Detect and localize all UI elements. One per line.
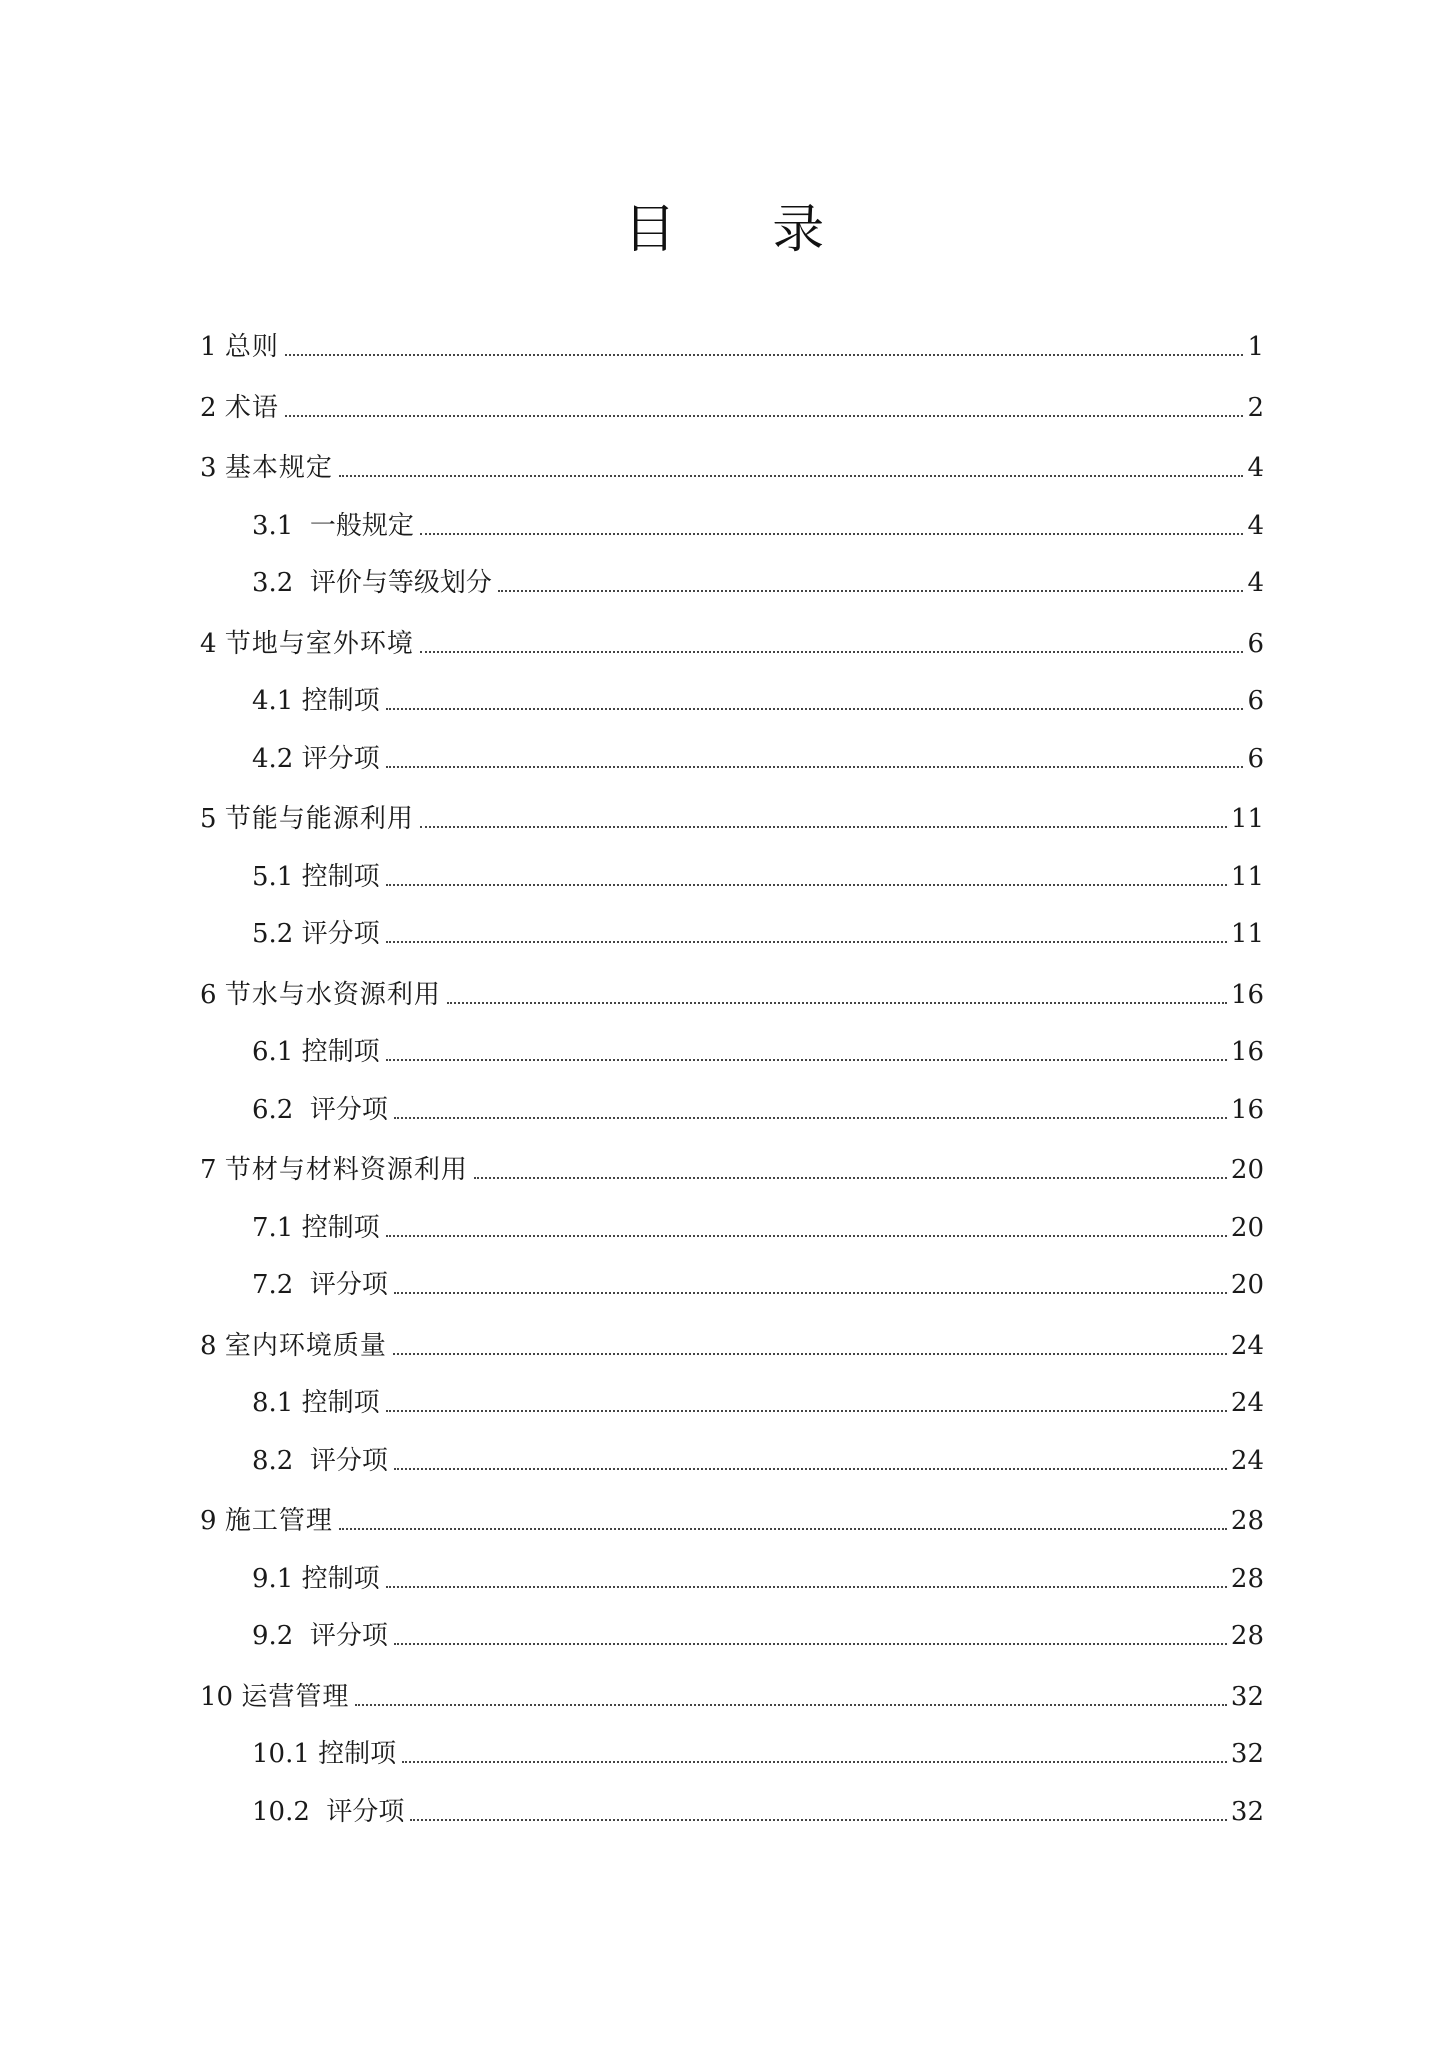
toc-entry[interactable]: [252, 911, 1264, 951]
toc-page-number: 32: [1230, 1682, 1264, 1712]
toc-page-number: 32: [1230, 1739, 1264, 1769]
toc-page-number: 1: [1247, 332, 1264, 362]
dot-leader: [420, 650, 1244, 653]
toc-page-number: 4: [1247, 511, 1264, 541]
toc-entry-number: 8: [200, 1331, 225, 1361]
toc-entry-title: 评分项: [326, 1797, 405, 1827]
dot-leader: [474, 1176, 1227, 1179]
toc-entry-number: 7.2: [252, 1270, 310, 1300]
toc-entry[interactable]: [252, 1205, 1264, 1245]
toc-entry-number: 10.1: [252, 1739, 319, 1769]
dot-leader: [393, 1352, 1227, 1355]
toc-page-number: 6: [1247, 744, 1264, 774]
toc-entry-title: 节材与材料资源利用: [224, 1155, 468, 1185]
toc-page-number: 20: [1230, 1213, 1264, 1243]
toc-page-number: 6: [1247, 686, 1264, 716]
toc-entry-title: 控制项: [301, 1564, 380, 1594]
toc-entry-number: 7: [200, 1155, 225, 1185]
toc-entry-title: 评分项: [309, 1446, 388, 1476]
toc-page-number: 4: [1247, 568, 1264, 598]
toc-page-number: 28: [1230, 1506, 1264, 1536]
toc-page-number: 16: [1230, 1095, 1264, 1125]
toc-entry[interactable]: [252, 1029, 1264, 1069]
toc-entry-number: 9.2: [252, 1621, 310, 1651]
toc-entry-title: 控制项: [301, 862, 380, 892]
toc-entry-number: 3.2: [252, 568, 310, 598]
toc-entry[interactable]: [252, 854, 1264, 894]
toc-entry-title: 基本规定: [224, 453, 333, 483]
toc-entry[interactable]: [252, 560, 1264, 600]
dot-leader: [420, 532, 1244, 535]
toc-page-number: 4: [1247, 453, 1264, 483]
toc-entry-title: 室内环境质量: [224, 1331, 387, 1361]
toc-entry[interactable]: [200, 621, 1264, 661]
toc-page-number: 28: [1230, 1621, 1264, 1651]
toc-entry-title: 运营管理: [241, 1682, 350, 1712]
toc-entry[interactable]: [252, 1438, 1264, 1478]
toc-entry-title: 控制项: [318, 1739, 397, 1769]
dot-leader: [355, 1703, 1227, 1706]
toc-entry-number: 9: [200, 1506, 225, 1536]
dot-leader: [402, 1760, 1227, 1763]
toc-entry[interactable]: [252, 736, 1264, 776]
dot-leader: [447, 1001, 1227, 1004]
toc-entry[interactable]: [200, 385, 1264, 425]
toc-entry-number: 4.2: [252, 744, 302, 774]
toc-page-number: 11: [1230, 862, 1264, 892]
toc-entry[interactable]: [200, 1323, 1264, 1363]
toc-page-number: 11: [1230, 919, 1264, 949]
toc-entry-title: 总则: [224, 332, 279, 362]
toc-entry-number: 8.2: [252, 1446, 310, 1476]
dot-leader: [386, 1409, 1227, 1412]
toc-entry[interactable]: [252, 1556, 1264, 1596]
toc-entry-title: 评价与等级划分: [309, 568, 492, 598]
toc-entry-title: 节能与能源利用: [224, 804, 414, 834]
toc-entry[interactable]: [200, 324, 1264, 364]
toc-entry-title: 节地与室外环境: [224, 629, 414, 659]
toc-entry-number: 10: [200, 1682, 242, 1712]
toc-entry[interactable]: [252, 1087, 1264, 1127]
dot-leader: [394, 1467, 1227, 1470]
toc-entry-title: 控制项: [301, 1213, 380, 1243]
toc-entry-title: 评分项: [301, 919, 380, 949]
dot-leader: [410, 1818, 1226, 1821]
page-title: 目 录: [623, 200, 865, 260]
toc-entry[interactable]: [200, 1498, 1264, 1538]
toc-entry-title: 一般规定: [309, 511, 414, 541]
dot-leader: [394, 1291, 1227, 1294]
dot-leader: [386, 883, 1227, 886]
toc-page-number: 20: [1230, 1270, 1264, 1300]
toc-page-number: 24: [1230, 1331, 1264, 1361]
toc-entry-number: 5.2: [252, 919, 302, 949]
toc-page-number: 16: [1230, 1037, 1264, 1067]
toc-entry-number: 4.1: [252, 686, 302, 716]
toc-entry-title: 节水与水资源利用: [224, 980, 441, 1010]
dot-leader: [386, 765, 1244, 768]
toc-entry-number: 4: [200, 629, 225, 659]
toc-entry-number: 6.1: [252, 1037, 302, 1067]
toc-entry-title: 评分项: [309, 1621, 388, 1651]
toc-entry-title: 施工管理: [224, 1506, 333, 1536]
dot-leader: [386, 940, 1227, 943]
toc-entry-title: 控制项: [301, 1388, 380, 1418]
dot-leader: [386, 1058, 1227, 1061]
toc-entry-title: 评分项: [309, 1095, 388, 1125]
toc-entry-number: 6.2: [252, 1095, 310, 1125]
dot-leader: [420, 825, 1227, 828]
toc-page-number: 6: [1247, 629, 1264, 659]
toc-entry[interactable]: [200, 1674, 1264, 1714]
toc-entry[interactable]: [252, 1262, 1264, 1302]
toc-entry[interactable]: [200, 445, 1264, 485]
dot-leader: [394, 1116, 1227, 1119]
toc-entry-number: 8.1: [252, 1388, 302, 1418]
dot-leader: [498, 589, 1244, 592]
toc-entry-title: 术语: [224, 393, 279, 423]
dot-leader: [394, 1642, 1227, 1645]
toc-entry-number: 9.1: [252, 1564, 302, 1594]
toc-entry[interactable]: [200, 1147, 1264, 1187]
toc-entry[interactable]: [200, 796, 1264, 836]
toc-page-number: 24: [1230, 1446, 1264, 1476]
dot-leader: [386, 707, 1244, 710]
toc-entry-title: 控制项: [301, 686, 380, 716]
toc-entry-number: 6: [200, 980, 225, 1010]
toc-entry[interactable]: [252, 1731, 1264, 1771]
toc-page-number: 11: [1230, 804, 1264, 834]
toc-entry-number: 5: [200, 804, 225, 834]
dot-leader: [386, 1234, 1227, 1237]
toc-entry-number: 2: [200, 393, 225, 423]
toc-page-number: 16: [1230, 980, 1264, 1010]
dot-leader: [386, 1585, 1227, 1588]
toc-page-number: 32: [1230, 1797, 1264, 1827]
toc-entry-number: 1: [200, 332, 225, 362]
dot-leader: [285, 414, 1244, 417]
toc-page-number: 28: [1230, 1564, 1264, 1594]
toc-entry[interactable]: [200, 972, 1264, 1012]
toc-entry[interactable]: [252, 1380, 1264, 1420]
dot-leader: [285, 353, 1244, 356]
toc-entry-title: 评分项: [309, 1270, 388, 1300]
toc-entry-number: 5.1: [252, 862, 302, 892]
toc-entry-number: 7.1: [252, 1213, 302, 1243]
toc-entry-title: 评分项: [301, 744, 380, 774]
toc-page-number: 24: [1230, 1388, 1264, 1418]
toc-entry[interactable]: [252, 1613, 1264, 1653]
toc-entry[interactable]: [252, 503, 1264, 543]
dot-leader: [339, 1527, 1227, 1530]
toc-entry-number: 10.2: [252, 1797, 327, 1827]
toc-entry[interactable]: [252, 1789, 1264, 1829]
dot-leader: [339, 474, 1244, 477]
toc-page-number: 2: [1247, 393, 1264, 423]
toc-entry-number: 3: [200, 453, 225, 483]
toc-entry-number: 3.1: [252, 511, 310, 541]
toc-entry-title: 控制项: [301, 1037, 380, 1067]
toc-entry[interactable]: [252, 678, 1264, 718]
toc-page-number: 20: [1230, 1155, 1264, 1185]
